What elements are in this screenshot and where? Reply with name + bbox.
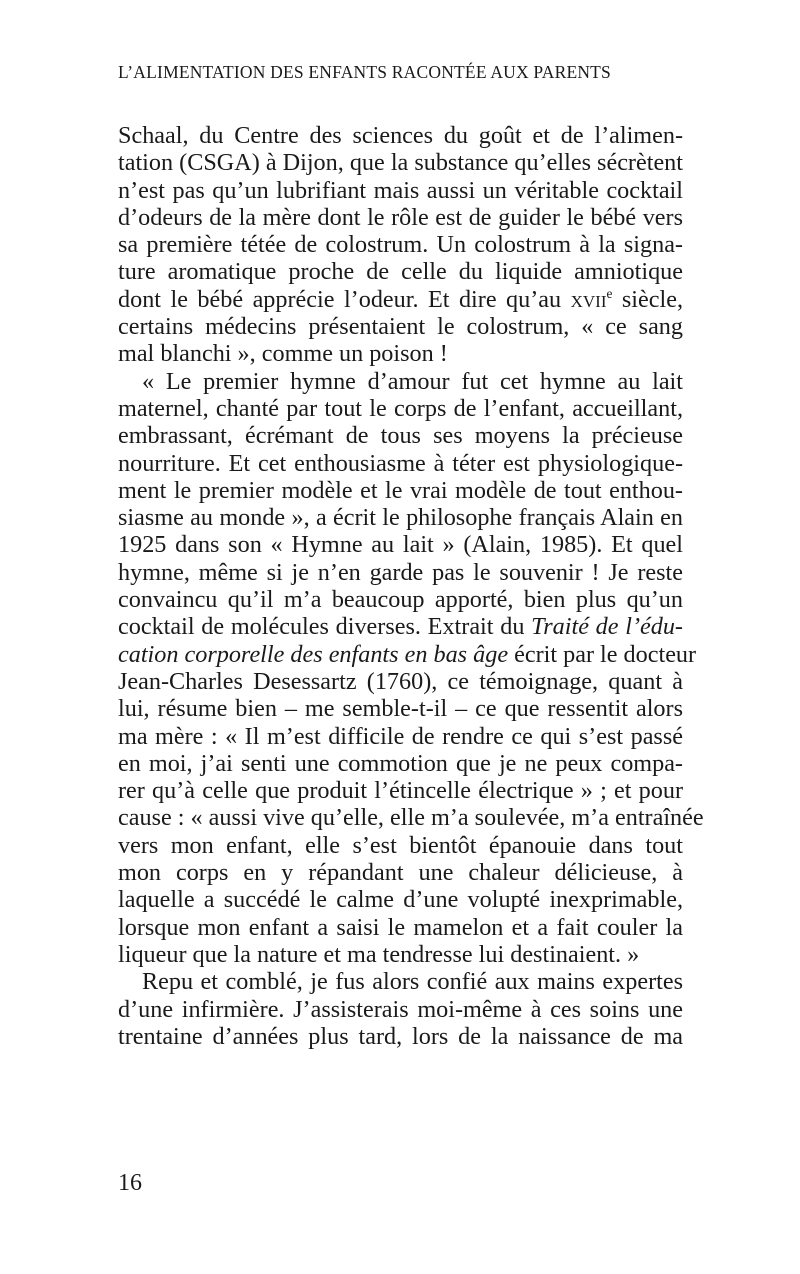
text-segment: rer qu’à celle que produit l’étincelle électrique » ; et pour: [118, 777, 683, 805]
text-line: [118, 723, 683, 750]
text-line: [118, 996, 683, 1023]
text-line: [118, 968, 683, 995]
text-line: [118, 695, 683, 722]
page-number: 16: [118, 1170, 142, 1196]
text-line: [118, 313, 683, 340]
text-line: [118, 258, 683, 285]
text-segment: cocktail de molécules diverses. Extrait du: [118, 613, 532, 641]
text-line: [118, 832, 683, 859]
text-segment: certains médecins présentaient le colostrum, « ce sang: [118, 313, 683, 341]
text-line: [118, 941, 683, 968]
text-segment: Repu et comblé, je fus alors confié aux mains expertes: [142, 968, 683, 996]
text-segment: Schaal, du Centre des sciences du goût et de l’alimen-: [118, 122, 683, 149]
text-segment: ment le premier modèle et le vrai modèle de tout enthou-: [118, 476, 683, 504]
text-line: [118, 504, 683, 531]
text-line: [118, 450, 683, 477]
text-line: [118, 668, 683, 695]
text-segment: n’est pas qu’un lubrifiant mais aussi un véritable cocktail: [118, 176, 683, 204]
text-segment: Jean-Charles Desessartz (1760), ce témoignage, quant à: [118, 667, 683, 695]
text-segment: d’odeurs de la mère dont le rôle est de guider le bébé vers: [118, 203, 683, 231]
text-line: [118, 531, 683, 558]
text-line: [118, 177, 683, 204]
text-segment: cause : « aussi vive qu’elle, elle m’a soulevée, m’a entraînée: [118, 804, 704, 832]
text-segment: hymne, même si je n’en garde pas le souvenir ! Je reste: [118, 558, 683, 586]
text-segment: d’une infirmière. J’assisterais moi-même à ces soins une: [118, 995, 683, 1023]
text-segment: trentaine d’années plus tard, lors de la naissance de ma: [118, 1022, 683, 1050]
text-segment: « Le premier hymne d’amour fut cet hymne au lait: [142, 367, 683, 395]
text-segment: liqueur que la nature et ma tendresse lui destinaient. »: [118, 940, 640, 968]
italic-text: cation corporelle des enfants en bas âge: [118, 640, 509, 668]
text-line: [118, 914, 683, 941]
text-segment: mon corps en y répandant une chaleur délicieuse, à: [118, 859, 683, 887]
text-line: [118, 886, 683, 913]
text-line: [118, 559, 683, 586]
text-line: [118, 1023, 683, 1050]
text-line: [118, 368, 683, 395]
text-line: [118, 340, 683, 367]
text-segment: mal blanchi », comme un poison !: [118, 340, 448, 368]
text-segment: ture aromatique proche de celle du liquide amniotique: [118, 258, 683, 286]
text-line: [118, 586, 683, 613]
text-line: [118, 804, 704, 832]
running-head: L’ALIMENTATION DES ENFANTS RACONTÉE AUX PARENTS: [118, 62, 611, 82]
body-text: [118, 122, 704, 1050]
text-segment: sa première tétée de colostrum. Un colostrum à la signa-: [118, 231, 683, 259]
text-segment: e: [606, 285, 613, 301]
text-segment: maternel, chanté par tout le corps de l’enfant, accueillant,: [118, 394, 683, 422]
text-segment: xvii: [570, 285, 607, 313]
text-segment: dont le bébé apprécie l’odeur. Et dire qu’au: [118, 285, 571, 313]
text-line: [118, 777, 683, 804]
text-line: [118, 613, 683, 640]
italic-text: Traité de l’édu-: [531, 613, 683, 641]
text-segment: lorsque mon enfant a saisi le mamelon et a fait couler la: [118, 913, 683, 941]
text-line: [118, 395, 683, 422]
text-segment: embrassant, écrémant de tous ses moyens la précieuse: [118, 422, 683, 450]
text-segment: vers mon enfant, elle s’est bientôt épanouie dans tout: [118, 831, 683, 859]
text-segment: nourriture. Et cet enthousiasme à téter est physiologique-: [118, 449, 683, 477]
text-line: [118, 640, 697, 668]
text-segment: écrit par le docteur: [508, 640, 697, 668]
text-line: [118, 750, 683, 777]
text-segment: en moi, j’ai senti une commotion que je ne peux compa-: [118, 749, 683, 777]
text-segment: ma mère : « Il m’est difficile de rendre ce qui s’est passé: [118, 722, 683, 750]
text-segment: siasme au monde », a écrit le philosophe français Alain en: [118, 504, 683, 532]
text-line: [118, 422, 683, 449]
text-line: [118, 149, 683, 176]
text-segment: laquelle a succédé le calme d’une volupté inexprimable,: [118, 886, 683, 914]
text-segment: convaincu qu’il m’a beaucoup apporté, bien plus qu’un: [118, 586, 683, 614]
text-line: [118, 286, 683, 313]
text-segment: tation (CSGA) à Dijon, que la substance qu’elles sécrètent: [118, 149, 683, 177]
text-line: [118, 477, 683, 504]
text-line: [118, 204, 683, 231]
text-line: [118, 859, 683, 886]
text-line: [118, 231, 683, 258]
text-segment: siècle,: [612, 285, 683, 313]
text-segment: 1925 dans son « Hymne au lait » (Alain, 1985). Et quel: [118, 531, 683, 559]
text-line: [118, 122, 683, 149]
text-segment: lui, résume bien – me semble-t-il – ce que ressentit alors: [118, 695, 683, 723]
